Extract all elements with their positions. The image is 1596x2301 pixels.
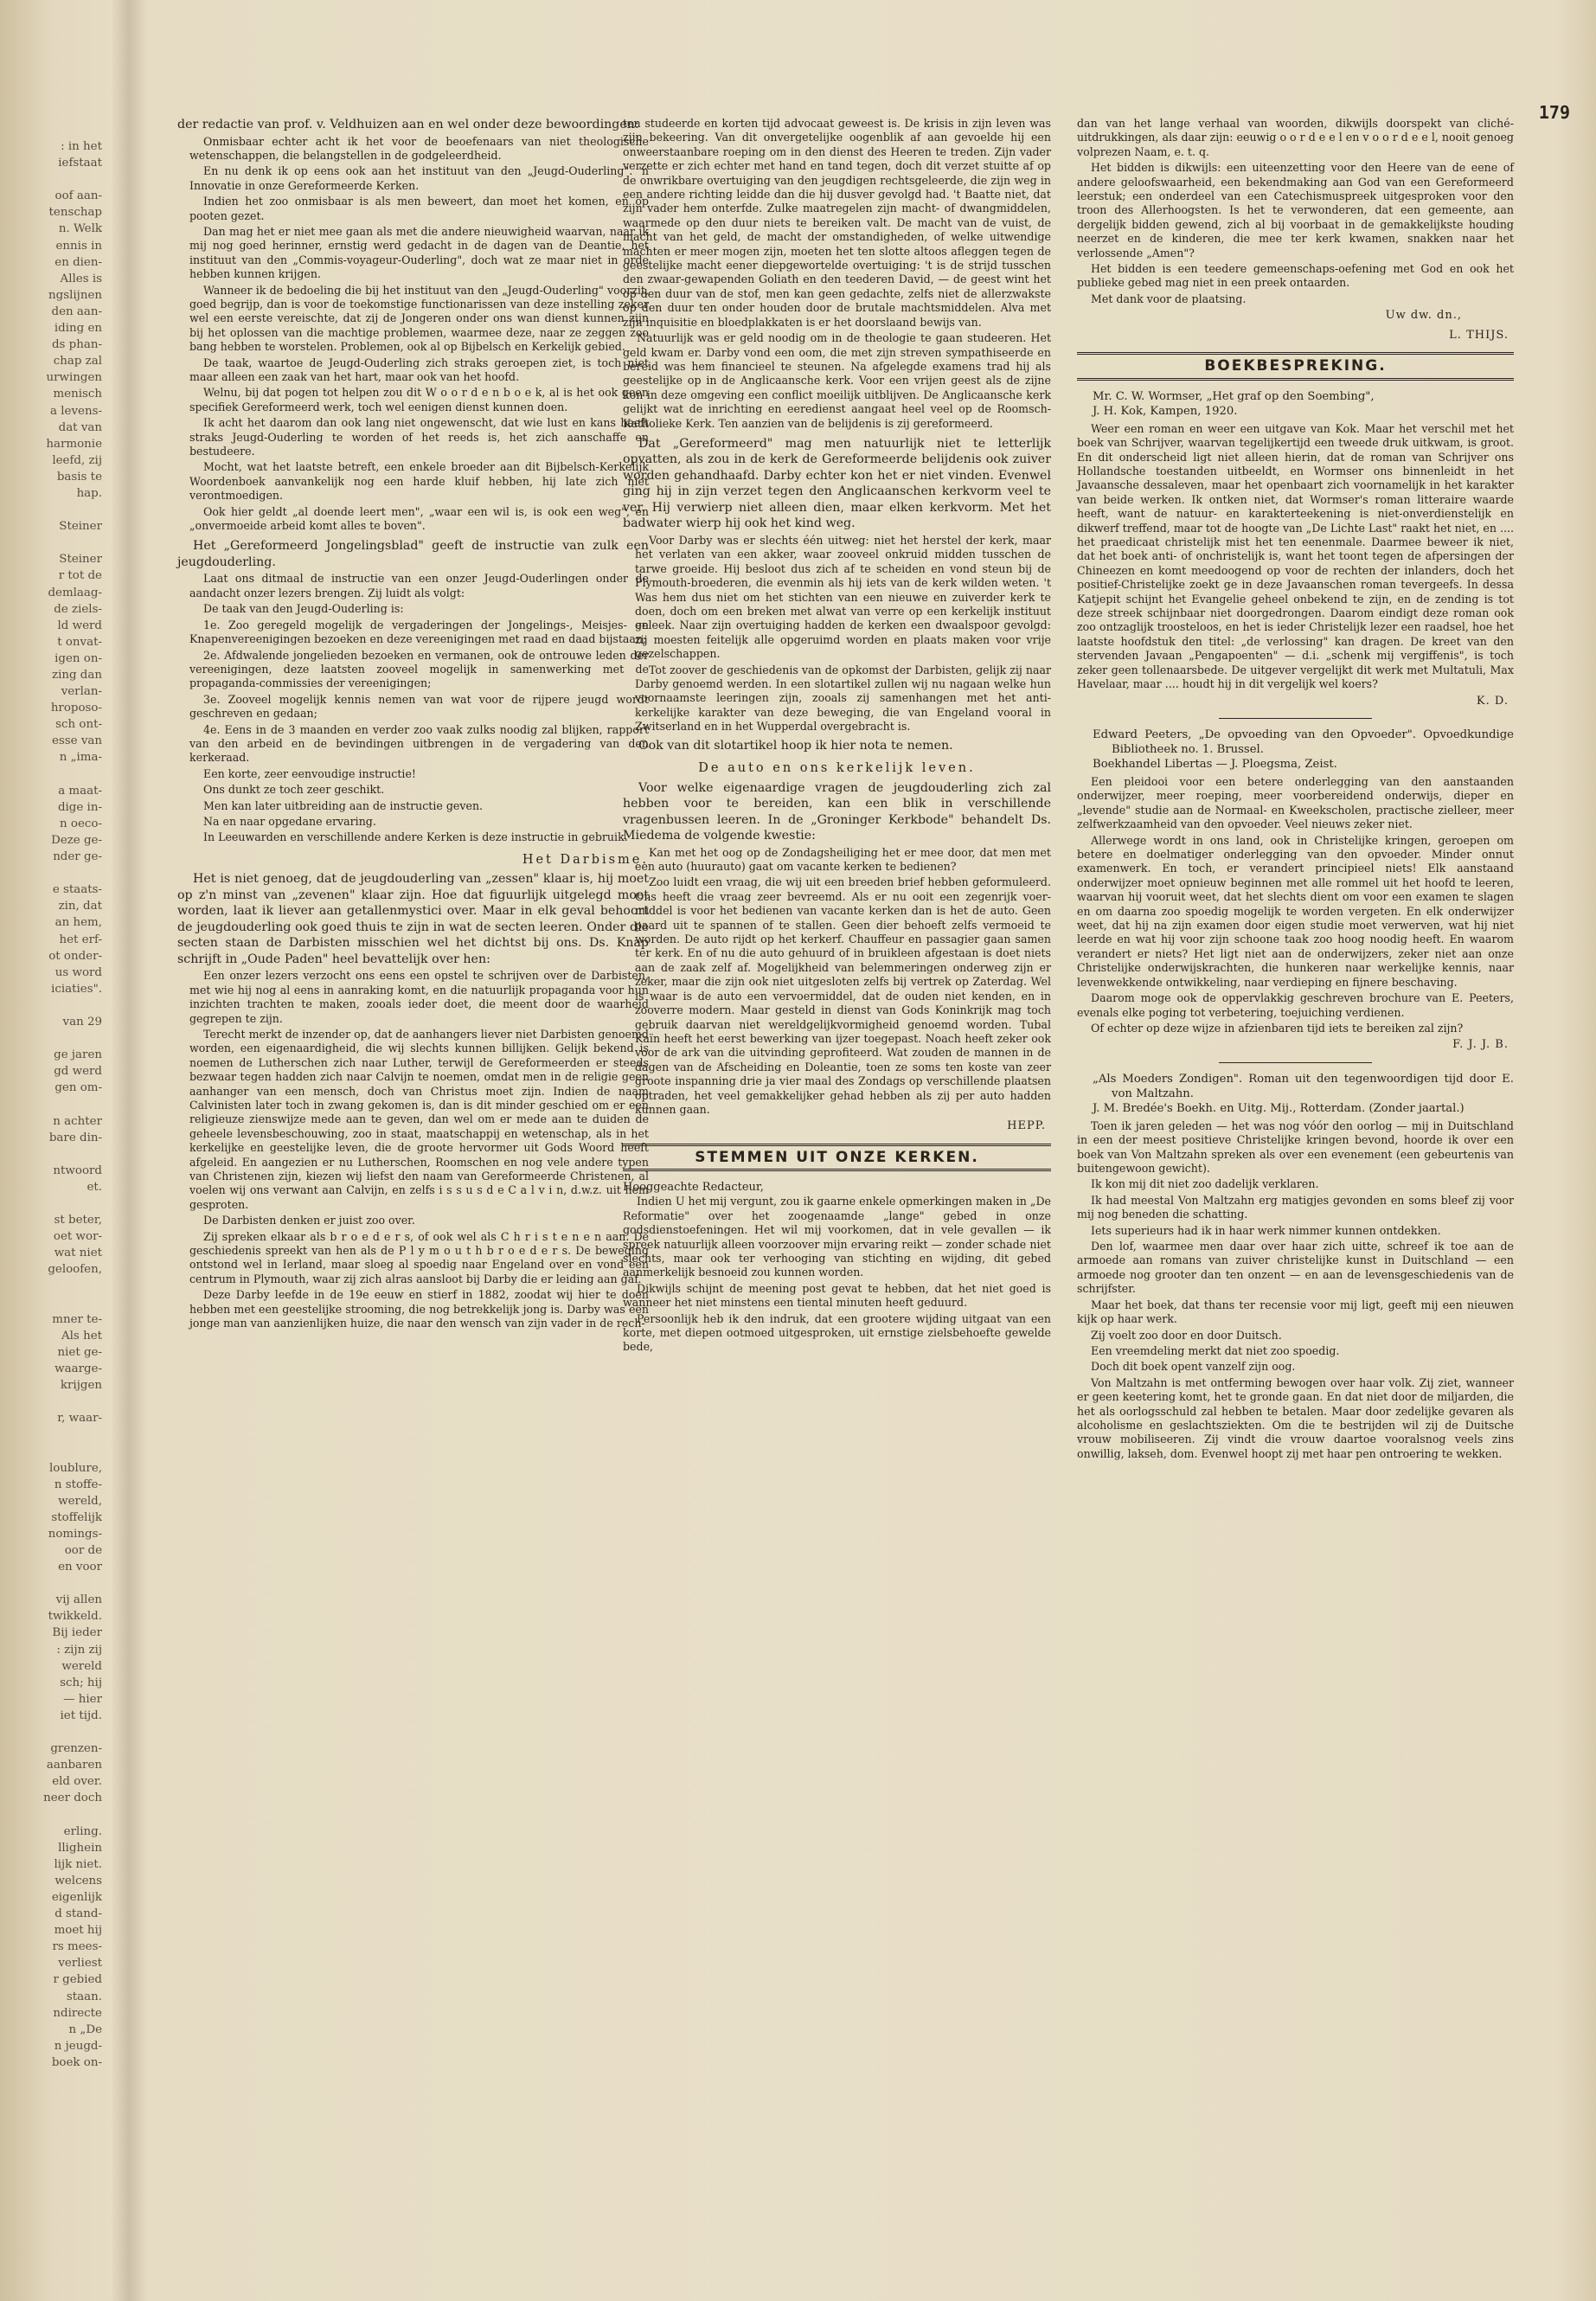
stub-line: geloofen, [48,1263,102,1277]
stub-line: zin, dat [58,900,102,913]
stub-line: hroposo- [50,702,102,715]
stub-line: welcens [54,1874,102,1888]
stub-line: Bij ieder [52,1626,102,1640]
stub-line [0,1278,102,1294]
stub-line: erling. [63,1824,102,1838]
stub-line: Als het [61,1329,102,1343]
quote-paragraph: Onmisbaar echter acht ik het voor de beoefenaars van niet theologische wetenschappen, die belangstellen in de godgeleerdheid. [189,134,649,162]
stub-line [0,171,102,188]
quote-paragraph: Kan met het oog op de Zondagsheiliging het er mee door, dat men met een auto (huurauto) gaat om vacante kerken te bedienen? [635,845,1051,874]
stub-line: nomings- [48,1527,102,1541]
stub-line: verlan- [61,685,102,699]
stub-line: llighein [58,1841,102,1855]
col1-quote-darbisten [177,969,649,1330]
stub-line: a maat- [58,784,102,798]
quote-paragraph: De Darbisten denken er juist zoo over. [203,1214,415,1227]
book-publisher-line: J. M. Bredée's Boekh. en Uitg. Mij., Rotterdam. (Zonder jaartal.) [1093,1101,1465,1115]
stub-line: st beter, [54,1214,102,1227]
stub-line: ndirecte [53,2006,102,2020]
stub-line: a levens- [50,404,102,418]
stub-line [0,1096,102,1112]
review-maltzahn [1077,1119,1514,1461]
stub-line [0,1295,102,1311]
stub-line: ge jaren [54,1048,102,1062]
stub-line: hap. [76,486,102,500]
col2-quote-continued [623,117,1051,431]
quote-paragraph: Terecht merkt de inzender op, dat de aanhangers liever niet Darbisten genoemd worden, een eigenaardigheid, die wij slechts kunnen billijken. Gelijk bekend is noemen de Lutherschen zich naar Luther, terwijl de Gereformeerden er steeds bezwaar tegen hadden zich naar Calvijn te noemen, omdat men in de religie geen aanhanger van een mensch, doch van Christus moet zijn. Indien de naam Calvinisten later toch in zwang gekomen is, dan is dit minder geschied om er een religieuze zienswijze mede aan te geven, dan wel om er mede aan te duiden de geheele levensbeschouwing, zoo in staat, maatschappij en wetenschap, als in het kerkelijke en geestelijke leven, die de groote hervormer uit Gods Woord heeft afgeleid. En aangezien er nu Lutherschen, Roomschen en nog vele andere typen van Christenen zijn, kiezen wij liefst den naam van Gereformeerde Christenen, al voelen wij ons verwant aan Calvijn, en zelfs i s s u s d e C a l v i n, d.w.z. uit hem gesproten. [189,1027,649,1211]
quote-paragraph: Dan mag het er niet mee gaan als met die andere nieuwigheid waarvan, naar ik mij nog goed herinner, ernstig werd gedacht in de dagen van de Deantie, het instituut van den „Commis-voyageur-Ouderling", doch wat ze maar niet in orde hebben kunnen krijgen. [189,224,649,281]
col1-paragraph: Het is niet genoeg, dat de jeugdouderling van „zessen" klaar is, hij moet op z'n minst van „zevenen" klaar zijn. Hoe dat figuurlijk uitgelegd moet worden, laat ik liever aan getallenmystici over. Maar in elk geval behoort de jeugdouderling ook goed thuis te zijn in wat de secten leeren. Onder die secten staan de Darbisten misschien wel het dichtst bij ons. Ds. Knap schrijft in „Oude Paden" heel bevattelijk over hen: [177,872,649,966]
quote-paragraph: Tot zoover de geschiedenis van de opkomst der Darbisten, gelijk zij naar Darby genoemd werden. In een slotartikel zullen wij nu nagaan welke hun voornaamste leeringen zijn, zooals zij samenhangen met het anti-kerkelijke karakter van deze beweging, die van Engeland vooral in Zwitserland en in het Wupperdal overgebracht is. [635,663,1051,734]
review-wormser [1077,422,1514,692]
stub-line [0,1195,102,1212]
stub-line [0,535,102,551]
stub-line: verliest [58,1957,102,1971]
letter-closing: Uw dw. dn., [1385,309,1462,323]
stub-line: wereld, [58,1494,102,1508]
stub-line: oor de [64,1543,102,1557]
col1-quote-woordenboek [177,135,649,534]
stub-line: ntwoord [53,1163,102,1177]
book-publisher-line: Boekhandel Libertas — J. Ploegsma, Zeist. [1093,758,1337,771]
stub-line: eigenlijk [51,1890,102,1904]
letter-paragraph: dan van het lange verhaal van woorden, dikwijls doorspekt van cliché-uitdrukkingen, als daar zijn: eeuwig o o r d e e l en v o o r d e e l, nooit genoeg volprezen Naam, e. t. q. [1077,117,1514,158]
stub-line: wat niet [54,1247,102,1260]
review-peeters [1077,775,1514,1035]
stub-line: r, waar- [57,1412,102,1426]
stub-line: Steiner [59,520,102,534]
quote-paragraph: Men kan later uitbreiding aan de instructie geven. [203,798,484,812]
stub-line: staan. [66,1990,102,2003]
review-paragraph: Den lof, waarmee men daar over haar zich uitte, schreef ik toe aan de armoede aan romans van zuiver christelijke kunst in Duitschland — een armoede nog grooter dan ten onzent — en aan de levensgeschiedenis van de schrijfster. [1077,1240,1514,1296]
quote-paragraph: 4e. Eens in de 3 maanden en verder zoo vaak zulks noodig zal blijken, rapport van den arbeid en de bevindingen uitbrengen in de vergadering van den kerkeraad. [189,722,649,765]
stub-line [0,766,102,783]
quote-paragraph: Ook hier geldt „al doende leert men", „waar een wil is, is ook een weg", en „onvermoeide arbeid komt alles te boven". [189,504,649,533]
stub-line: ennis in [55,239,102,253]
quote-paragraph: 3e. Zooveel mogelijk kennis nemen van wat voor de rijpere jeugd wordt geschreven en gedaan; [189,692,649,721]
stub-line: en voor [58,1561,102,1574]
quote-paragraph: Wanneer ik de bedoeling die bij het instituut van den „Jeugd-Ouderling" voorzit, goed begrijp, dan is voor de toekomstige functionarissen van deze instelling zeker wel een eerste vereischte, dat zij de Jongeren onder ons wan dienst kunnen zijn bij het oplossen van die machtige problemen, waarmee deze, naar ze zeggen zoo bang hebben te worstelen. Problemen, ook al op Bijbelsch en Kerkelijk gebied. [189,283,649,354]
stub-line: : zijn zij [56,1643,102,1657]
stub-line: n jeugd- [54,2039,102,2053]
letter-paragraph: Met dank voor de plaatsing. [1091,292,1247,305]
stub-line: iding en [54,322,102,336]
stub-line: iefstaat [58,157,102,170]
stub-line: r tot de [58,569,102,583]
stub-line: vij allen [55,1593,102,1607]
column-1 [177,117,649,1332]
stub-line [0,997,102,1014]
book-title-line: Edward Peeters, „De opvoeding van den Opvoeder". Opvoedkundige Bibliotheek no. 1. Brussel. [1093,728,1514,756]
stub-line: de ziels- [54,602,102,616]
col2-paragraph: Voor welke eigenaardige vragen de jeugdouderling zich zal hebben voor te bereiden, kan een blik in verschillende vragenbussen leeren. In de „Groninger Kerkbode" behandelt Ds. Miedema de volgende kwestie: [623,780,1051,843]
stub-line: wereld [61,1659,102,1673]
quote-paragraph: Zoo luidt een vraag, die wij uit een breeden brief hebben geformuleerd. Ons heeft die vraag zeer bevreemd. Als er nu ooit een zegenrijk voer-middel is voor het bedienen van vacante kerken dan is het de auto. Geen paard uit te spannen of te stallen. Geen dier behoeft zelfs vermoeid te worden. De auto rijdt op het kerkerf. Chauffeur en passagier gaan samen ter kerk. En of nu die auto gehuurd of in bruikleen afgestaan is doet niets aan de zaak zelf af. Mogelijkheid van belemmeringen onderweg zijn er zeker, maar die zijn ook niet uitgesloten zelfs bij vertrek op Zaterdag. Wel is waar is de auto een vervoermiddel, dat de ouden niet kenden, en in zooverre modern. Maar gesteld in dienst van Gods Koninkrijk mag toch gebruik daarvan niet wereldgelijkvormigheid genoemd worden. Tubal Kaïn heeft het eerst bewerking van ijzer toegepast. Noach heeft zeker ook voor de ark van die uitvinding geprofiteerd. Wat zouden de mannen in de dagen van de Afscheiding en Doleantie, toen ze soms ten koste van zeer groote inspanning drie ja vier maal des Zondags op verschillende plaatsen optraden, het veel gemakkelijker gehad hebben als zij per auto hadden kunnen gaan. [635,875,1051,1116]
page-gutter-shadow [111,0,147,2301]
stub-line: basis te [56,470,102,484]
stub-line: dige in- [57,800,102,814]
quote-paragraph: Mocht, wat het laatste betreft, een enkele broeder aan dit Bijbelsch-Kerkelijk Woordenboek aanvankelijk nog een harde kluif hebben, hij late zich niet verontmoedigen. [189,460,649,503]
review-paragraph: Een vreemdeling merkt dat niet zoo spoedig. [1091,1343,1340,1357]
letter-paragraph: Het bidden is een teedere gemeenschaps-oefening met God en ook het publieke gebed mag niet in een preek ontaarden. [1077,262,1514,290]
col2-paragraph: Ook van dit slotartikel hoop ik hier nota te nemen. [638,738,953,753]
page-number: 179 [1538,102,1570,123]
quote-paragraph: Natuurlijk was er geld noodig om in de theologie te gaan studeeren. Het geld kwam er. Darby vond een oom, die met zijn streven sympathiseerde en bereid was hem financieel te steunen. Na afgelegde examens trad hij als geestelijke op in de Anglicaansche kerk. Voor een vrijen geest als de zijne kon in deze omgeving een conflict moeilijk uitblijven. De Anglicaansche kerk gelijkt wat de inrichting en eeredienst aangaat heel veel op de Roomsch-Katholieke Kerk. Ten aanzien van de belijdenis is zij gereformeerd. [623,331,1051,430]
stub-line: niet ge- [57,1345,102,1359]
col1-quote-instructie [177,572,649,844]
stub-line: : in het [61,140,102,153]
stub-line: sch; hij [60,1676,102,1689]
quote-paragraph: Laat ons ditmaal de instructie van een onzer Jeugd-Ouderlingen onder de aandacht onzer lezers brengen. Zij luidt als volgt: [189,572,649,599]
stub-line [0,1443,102,1459]
stub-line: leefd, zij [52,453,102,467]
stub-line: mner te- [52,1312,102,1326]
stub-line [0,1394,102,1410]
review-paragraph: Weer een roman en weer een uitgave van Kok. Maar het verschil met het boek van Schrijver, waarvan tegelijkertijd een tweede druk uitkwam, is groot. En dit onderscheid ligt niet alleen hierin, dat de roman van Schrijver ons Hollandsche toestanden uitbeeldt, en Wormser ons binnenleidt in het Javaansche dessaleven, maar het openbaart zich voornamelijk in het karakter van beide werken. Ik ontken niet, dat Wormser's roman litteraire waarde heeft, want de natuur- en karakterteekening is niet-onverdienstelijk en dikwerf treffend, maar tot de hoogte van „De Lichte Last" raakt het niet, en .... het praedicaat christelijk mist het ten eenenmale. Daarmee beweer ik niet, dat het boek anti- of onchristelijk is, want het toont tegen de afpersingen der Chineezen en komt meedoogend op voor de rechten der inlanders, doch het positief-Christelijke zoekt ge in deze Javaanschen roman tevergeefs. In dessa Katjepit schijnt het Evangelie geheel onbekend te zijn, en de zending is tot deze streek schijnbaar niet doorgedrongen. Daarom eindigt deze roman ook zoo ontzaglijk troosteloos, en het is ieder Christelijk lezer een raadsel, hoe het laatste hoofdstuk den titel: „de verlossing" kan dragen. De kreet van den stervenden Javaan „Pengapoenten" — d.i. „schenk mij vergiffenis", is toch zeker geen tollenaarsbede. De uitgever vergelijkt dit werk met Multatuli, Max Havelaar, maar .... houdt hij in dit vergelijk wel koers? [1077,421,1514,691]
stub-line: rs mees- [52,1940,102,1954]
stub-line: dat van [58,420,102,434]
stub-line: waarge- [54,1362,102,1375]
stub-line: het erf- [59,933,102,946]
quote-paragraph: Ik acht het daarom dan ook lang niet ongewenscht, dat wie lust en kans heeft straks Jeugd-Ouderling te worden of het reeds is, het zich aanschaffe en bestudeere. [189,416,649,458]
letter-signature: L. THIJS. [1449,328,1509,342]
stub-line: igen on- [54,651,102,665]
stub-line: n stoffe- [54,1477,102,1491]
col3-letter-continued [1077,117,1514,306]
review-signature: F. J. J. B. [1452,1038,1509,1052]
review-signature: K. D. [1476,694,1509,708]
left-page-stub [0,138,102,2071]
stub-line: menisch [53,388,102,401]
quote-paragraph: ten studeerde en korten tijd advocaat geweest is. De krisis in zijn leven was zijn bekeering. Van dit onvergetelijke oogenblik af aan gevoelde hij een onweerstaanbare roeping om in den dienst des Heeren te treden. Zijn vader verzette er zich echter met hand en tand tegen, doch dit verzet stuitte af op de onwrikbare overtuiging van den jeugdigen rechtsgeleerde, die zijn weg in een andere richting leidde dan die hij dusver gevolgd had. 't Baatte niet, dat zijn vader hem onterfde. Zulke maatregelen zijn macht- of dwangmiddelen, waarmede op den duur niets te bereiken valt. De macht van de vuist, de macht van het geld, de macht der omstandigheden, of welke uitwendige machten er meer mogen zijn, moeten het ten slotte altoos afleggen tegen de geestelijke macht eener diepgewortelde overtuiging: 't is de strijd tusschen den zwaar-gewapenden Goliath en den teederen David, — de geest wint het op den duur van de stof, men kan geen gedachte, zelfs niet de allerzwakste op den duur ten onder houden door de brutale machtsmiddelen. Alva met zijn inquisitie en bloedplakkaten is er het doorslaand bewijs van. [623,117,1051,329]
stub-line [0,1426,102,1443]
review-paragraph: Een pleidooi voor een betere onderlegging van den aanstaanden onderwijzer, meer roeping, meer voorbereidend onderwijs, dieper en „levende" studie aan de Normaal- en Kweekscholen, practische zielleer, meer zelfwerkzaamheid van den opvoeder. Veel nieuws zeker niet. [1077,775,1514,831]
stub-line: eld over. [52,1775,102,1789]
stub-line: e staats- [52,883,102,897]
section-header-stemmen: STEMMEN UIT ONZE KERKEN. [623,1144,1051,1172]
stub-line [0,1806,102,1823]
stub-line: Steiner [59,553,102,567]
col2-letter [623,1195,1051,1354]
book-title-line: „Als Moeders Zondigen". Roman uit den tegenwoordigen tijd door E. von Maltzahn. [1093,1072,1514,1100]
quote-paragraph: Ons dunkt ze toch zeer geschikt. [203,783,385,797]
column-2 [623,117,1051,1356]
stub-line: moet hij [54,1924,102,1938]
review-paragraph: Doch dit boek opent vanzelf zijn oog. [1091,1360,1296,1374]
quote-paragraph: Indien het zoo onmisbaar is als men beweert, dan moet het komen, en op pooten gezet. [189,195,649,222]
stub-line: demlaag- [48,586,102,599]
quote-paragraph: Een korte, zeer eenvoudige instructie! [203,766,416,780]
review-paragraph: Iets superieurs had ik in haar werk nimmer kunnen ontdekken. [1091,1223,1441,1237]
col2-quote-auto [623,846,1051,1118]
stub-line: nder ge- [53,850,102,864]
stub-line: urwingen [46,371,102,385]
review-paragraph: Daarom moge ook de oppervlakkig geschreven brochure van E. Peeters, evenals elke poging tot verbetering, toejuiching verdienen. [1077,991,1514,1019]
quote-paragraph: Na en naar opgedane ervaring. [203,814,376,828]
stub-line: d stand- [54,1907,102,1921]
stub-line: r gebied [53,1973,102,1987]
signature-hepp: HEPP. [1007,1119,1046,1133]
stub-line: gd werd [54,1065,102,1079]
col1-paragraph: Het „Gereformeerd Jongelingsblad" geeft de instructie van zulk een jeugdouderling. [177,539,649,569]
letter-paragraph: Indien U het mij vergunt, zou ik gaarne enkele opmerkingen maken in „De Reformatie" over het zoogenaamde „lange" gebed in onze godsdienstoefeningen. Het wil mij voorkomen, dat in vele gevallen — ik spreek natuurlijk alleen voorzoover mijn ervaring reikt — zonder schade niet slechts, maar ook ter verhooging van stichting en wijding, dit gebed aanmerkelijk besnoeid zou kunnen worden. [623,1195,1051,1279]
stub-line: iciaties". [51,982,102,996]
col2-paragraph: Dat „Gereformeerd" mag men natuurlijk niet te letterlijk opvatten, als zou in de kerk de Gereformeerde belijdenis ook zuiver worden gehandhaafd. Darby echter kon het er niet vinden. Evenwel ging hij in zijn verzet tegen den Anglicaanschen kerkvorm veel te ver. Hij verwierp niet alleen dien, maar elken kerkvorm. Met het badwater wierp hij ook het kind weg. [623,436,1051,531]
book-title-line: Mr. C. W. Wormser, „Het graf op den Soembing", [1093,389,1375,403]
section-header-boekbespreking: BOEKBESPREKING. [1077,352,1514,381]
stub-line [0,865,102,881]
stub-line: boek on- [51,2055,102,2069]
stub-line: grenzen- [50,1742,102,1756]
stub-line: van 29 [62,1015,102,1029]
quote-paragraph: Voor Darby was er slechts één uitweg: niet het herstel der kerk, maar het verlaten van een akker, waar zooveel onkruid midden tusschen de tarwe groeide. Hij besloot dus zich af te scheiden en vond steun bij de Plymouth-broederen, die evenmin als hij iets van de kerk wilden weten. 't Was hem dus niet om het stichten van een nieuwe en zuiverder kerk te doen, doch om een breken met alwat van verre op een kerkelijk instituut geleek. Naar zijn overtuiging hadden de kerken een dwaalspoor gevolgd: zij moesten feitelijk alle opgeruimd worden en plaats maken voor vrije gezelschappen. [635,533,1051,661]
stub-line [0,502,102,518]
stub-line: neer doch [43,1791,102,1805]
column-3 [1077,117,1514,1463]
stub-line: n „ima- [59,751,102,765]
stub-line: n. Welk [58,222,102,236]
stub-line: ld werd [57,619,102,632]
book-reference-maltzahn [1077,1072,1514,1116]
review-paragraph: Ik had meestal Von Maltzahn erg matigjes gevonden en soms bleef zij voor mij nog beneden die schatting. [1077,1193,1514,1221]
stub-line: iet tijd. [60,1708,102,1722]
stub-line: ot onder- [48,949,102,963]
book-reference-wormser [1077,389,1514,419]
quote-paragraph: Deze Darby leefde in de 19e eeuw en stierf in 1882, zoodat wij hier te doen hebben met een geestelijke strooming, die nog betrekkelijk jong is. Darby was een jonge man van aanzienlijken huize, die naar den wensch van zijn vader in de rech- [189,1288,649,1330]
section-heading-auto: De auto en ons kerkelijk leven. [698,761,976,776]
stub-line: aanbaren [46,1759,102,1772]
stub-line: — hier [63,1692,102,1706]
stub-line [0,1575,102,1592]
quote-paragraph: Zij spreken elkaar als b r o e d e r s, of ook wel als C h r i s t e n e n aan. De geschiedenis spreekt van hen als de P l y m o u t h b r o e d e r s. De beweging ontstond wel in Ierland, maar sloeg al spoedig naar Engeland over en vond een centrum in Plymouth, waar zij zich alras aansloot bij Darby die er leiding aan gaf. [189,1229,649,1285]
review-paragraph: Ik kon mij dit niet zoo dadelijk verklaren. [1091,1177,1319,1191]
stub-line: n achter [53,1114,102,1128]
stub-line: chap zal [53,355,102,369]
quote-paragraph: 2e. Afdwalende jongelieden bezoeken en vermanen, ook de ontrouwe leden der vereenigingen, deze laatsten zooveel mogelijk in samenwerking met de propaganda-commissies der vereenigingen; [189,648,649,690]
stub-line: oet wor- [53,1230,102,1244]
letter-paragraph: Dikwijls schijnt de meening post gevat te hebben, dat het niet goed is wanneer het niet minstens een tiental minuten heeft geduurd. [623,1281,1051,1310]
letter-paragraph: Persoonlijk heb ik den indruk, dat een grootere wijding uitgaat van een korte, met diepen ootmoed uitgesproken, uit ernstige zielsbehoefte gewelde bede, [623,1311,1051,1354]
stub-line: n „De [68,2022,102,2036]
stub-line: tenschap [48,206,102,220]
stub-line: harmonie [46,437,102,451]
review-paragraph: Von Maltzahn is met ontferming bewogen over haar volk. Zij ziet, wanneer er geen keetering komt, het te gronde gaan. En dat niet door de miljarden, die het als oorlogsschuld zal hebben te betalen. Maar door zedelijke gevaren als alcoholisme en geslachtsziekten. Om die te bestrijden wil zij de Duitsche vrouw mobiliseeren. Zij vindt die vrouw daartoe vooralsnog veels zins onwillig, lakseh, dom. Evenwel hoopt zij met haar pen ontroering te wekken. [1077,1375,1514,1460]
divider [1219,1062,1372,1063]
stub-line: et. [87,1180,102,1194]
stub-line: an hem, [54,916,102,930]
stub-line: zing dan [52,669,102,682]
quote-paragraph: En nu denk ik op eens ook aan het instituut van den „Jeugd-Ouderling". 'n Innovatie in onze Gereformeerde Kerken. [189,164,649,192]
stub-line: t onvat- [57,635,102,649]
stub-line: den aan- [51,304,102,318]
letter-salutation: Hooggeachte Redacteur, [623,1181,764,1195]
stub-line [0,1030,102,1047]
stub-line: twikkeld. [48,1610,102,1624]
stub-line: esse van [51,734,102,748]
quote-paragraph: In Leeuwarden en verschillende andere Kerken is deze instructie in gebruik. [203,830,628,844]
review-paragraph: Of echter op deze wijze in afzienbaren tijd iets te bereiken zal zijn? [1091,1021,1464,1035]
book-reference-peeters [1077,727,1514,772]
quote-paragraph: Een onzer lezers verzocht ons eens een opstel te schrijven over de Darbisten, met wie hij nog al eens in aanraking komt, en die natuurlijk propaganda voor hun inzichten trachten te maken, zooals ieder doet, die meent door de waarheid gegrepen te zijn. [189,969,649,1025]
stub-line: loublure, [48,1461,102,1475]
stub-line: n oeco- [60,817,102,830]
col1-intro: der redactie van prof. v. Veldhuizen aan en wel onder deze bewoordingen: [177,118,639,131]
stub-line: Deze ge- [51,833,102,847]
col2-quote-darby [623,534,1051,734]
stub-line [0,1724,102,1740]
stub-line: us word [54,965,102,979]
letter-paragraph: Het bidden is dikwijls: een uiteenzetting voor den Heere van de eene of andere geloofswaarheid, een bekendmaking aan God van een Gereformeerd leerstuk; een onderdeel van een Catechismuspreek uitgesproken voor den troon des Allerhoogsten. Is het te verwonderen, dat een gemeente, aan dergelijk bidden gewend, zich al bij voorbaat in de gemakkelijkste houding neerzet en de kinderen, die mee ter kerk kwamen, snakken naar het verlossende „Amen"? [1077,161,1514,260]
review-paragraph: Maar het boek, dat thans ter recensie voor mij ligt, geeft mij een nieuwen kijk op haar werk. [1077,1298,1514,1326]
review-paragraph: Toen ik jaren geleden — het was nog vóór den oorlog — mij in Duitschland in een der meest positieve Christelijke kringen bevond, hoorde ik over een boek van Von Maltzahn spreken als over een evenement (een gebeurtenis van buitengewoon gewicht). [1077,1118,1514,1176]
quote-paragraph: De taak van den Jeugd-Ouderling is: [203,602,404,616]
quote-paragraph: Welnu, bij dat pogen tot helpen zou dit W o o r d e n b o e k, al is het ook geen specifiek Gereformeerd werk, toch wel eenigen dienst kunnen doen. [189,386,649,413]
stub-line: ds phan- [51,338,102,352]
book-publisher-line: J. H. Kok, Kampen, 1920. [1093,404,1238,418]
stub-line: sch ont- [55,718,102,732]
review-paragraph: Zij voelt zoo door en door Duitsch. [1091,1328,1282,1342]
stub-line: stoffelijk [51,1510,102,1524]
stub-line [0,1146,102,1163]
stub-line: oof aan- [54,189,102,203]
stub-line: gen om- [54,1081,102,1095]
stub-line: krijgen [60,1379,102,1393]
section-heading-darbisme: Het Darbisme. [522,852,649,867]
stub-line: lijk niet. [54,1857,102,1871]
divider [1219,718,1372,719]
review-paragraph: Allerwege wordt in ons land, ook in Christelijke kringen, geroepen om betere en doelmatiger onderlegging van den opvoeder. Minder onnut examenwerk. En toch, er verandert principieel niets! Elk aanstaand onderwijzer moet opnieuw beginnen met alle rommel uit het hoofd te leeren, waarvan hij vooruit weet, dat het slechts dient om voor een examen te slagen en om daarna zoo spoedig mogelijk te worden vergeten. En elk onderwijzer weet, dat hij na zijn examen door eigen studie moet verwerven, wat hij niet leerde en wat hij voor zijn schoone taak zoo hoog noodig heeft. En waarom verandert er niets? Het ligt niet aan de onderwijzers, zeker niet aan onze Christelijke onderwijskrachten, die hunkeren naar werkelijke kennis, naar levenwekkende ontwikkeling, naar verdieping en fijnere beschaving. [1077,833,1514,989]
stub-line: Alles is [60,272,102,285]
stub-line: bare din- [48,1131,102,1144]
quote-paragraph: 1e. Zoo geregeld mogelijk de vergaderingen der Jongelings-, Meisjes- en Knapenvereenigingen bezoeken en deze vereenigingen met raad en daad bijstaan; [189,618,649,646]
stub-line: en dien- [54,255,102,269]
stub-line: ngslijnen [48,288,102,302]
quote-paragraph: De taak, waartoe de Jeugd-Ouderling zich straks geroepen ziet, is toch niet maar alleen een zaak van het hart, maar ook van het hoofd. [189,356,649,383]
